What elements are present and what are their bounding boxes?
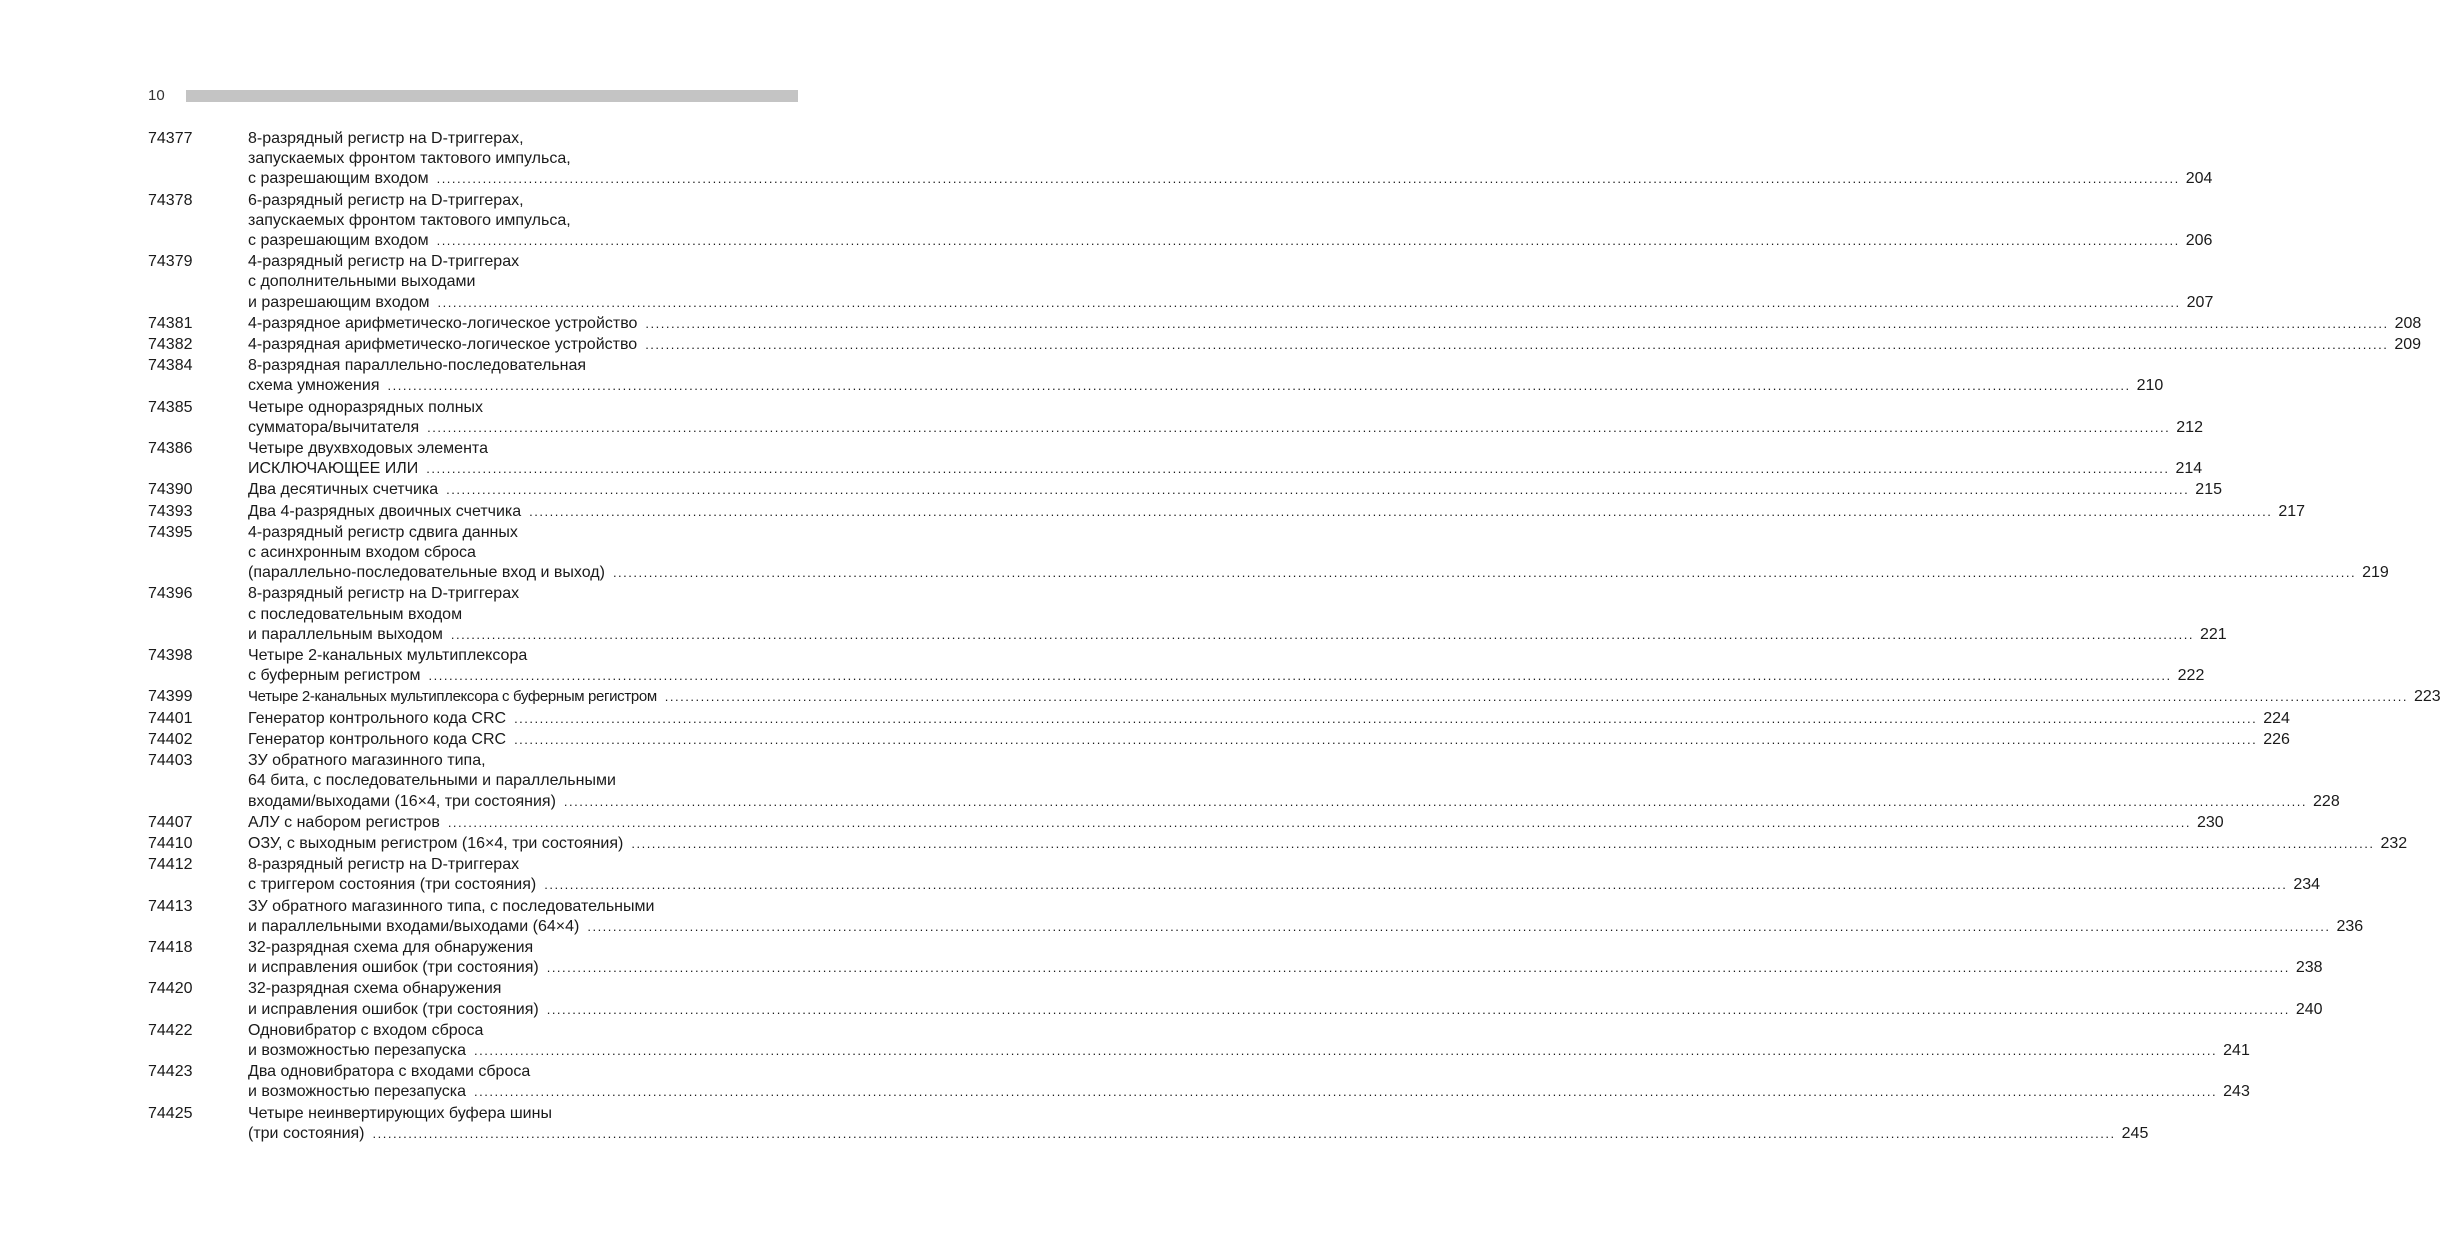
description-line: 4-разрядный регистр сдвига данных [248,523,518,541]
page-reference: 206 [2185,232,2213,250]
description-line: с разрешающим входом [248,170,429,188]
toc-entry [148,709,2290,729]
entry-description [248,834,2407,854]
description-line: 64 бита, с последовательными и параллельными [248,772,616,790]
toc-entry [148,897,2364,937]
description-line: с буферным регистром [248,667,421,685]
dot-leader [631,834,2374,854]
description-line: и параллельными входами/выходами (64×4) [248,917,580,935]
entry-description [248,335,2421,355]
entry-description [248,191,2212,252]
entry-description [248,252,2213,313]
description-line: Четыре двухвходовых элемента [248,440,488,458]
page-reference: 223 [2413,688,2441,706]
description-line: и исправления ошибок (три состояния) [248,1000,539,1018]
description-line: запускаемых фронтом тактового импульса, [248,211,571,229]
toc-entry [148,439,2203,479]
entry-description [248,751,2340,812]
dot-leader [426,459,2169,479]
chip-code: 74378 [148,191,193,209]
page-header [148,86,798,106]
toc-entry [148,938,2323,978]
description-line: 6-разрядный регистр на D-триггерах, [248,191,524,209]
page-reference: 243 [2223,1083,2250,1101]
description-line: ОЗУ, с выходным регистром (16×4, три состояния) [248,834,624,852]
toc-entry [148,813,2224,833]
description-line: 8-разрядный регистр на D-триггерах [248,856,520,874]
page-reference: 217 [2278,502,2306,520]
entry-description [248,502,2305,522]
description-last-line [248,917,2363,937]
toc-entry [148,502,2306,522]
dot-leader [529,502,2272,522]
page-reference: 215 [2195,481,2222,499]
page-reference: 204 [2185,170,2213,188]
description-line: 32-разрядная схема обнаружения [248,980,502,998]
chip-code: 74379 [148,253,193,271]
dot-leader [665,687,2408,707]
toc-entry [148,335,2422,355]
description-line: Два десятичных счетчика [248,481,439,499]
description-last-line [248,376,2163,396]
chip-code: 74386 [148,440,193,458]
description-last-line [248,563,2389,583]
description-line: Два одновибратора с входами сброса [248,1063,531,1081]
dot-leader [474,1082,2217,1102]
page-reference: 241 [2223,1041,2250,1059]
page-reference: 209 [2394,336,2422,354]
page-reference: 221 [2199,625,2227,643]
page-reference: 219 [2362,564,2389,582]
chip-code: 74413 [148,897,193,915]
description-line: (параллельно-последовательные вход и выход) [248,564,605,582]
description-line: 4-разрядная арифметическо-логическое устройство [248,336,638,354]
entry-description [248,687,2441,707]
toc-entry [148,191,2213,252]
description-last-line [248,480,2222,500]
dot-leader [645,335,2388,355]
chip-code: 74385 [148,398,193,416]
toc-entry [148,252,2214,313]
description-last-line [248,335,2421,355]
page-reference: 222 [2177,667,2205,685]
entry-description [248,709,2290,729]
dot-leader [437,169,2180,189]
toc-entry [148,979,2323,1019]
description-last-line [248,792,2340,812]
chip-code: 74382 [148,336,193,354]
description-line: АЛУ с набором регистров [248,813,440,831]
description-last-line [248,1082,2250,1102]
description-line: и возможностью перезапуска [248,1041,466,1059]
dot-leader [446,480,2189,500]
toc-entry [148,730,2290,750]
description-last-line [248,459,2202,479]
description-last-line [248,314,2421,334]
description-line: с последовательным входом [248,605,463,623]
dot-leader [448,813,2191,833]
toc-entry [148,314,2422,334]
entry-description [248,938,2323,978]
description-line: ЗУ обратного магазинного типа, с последовательными [248,897,655,915]
page-reference: 234 [2293,876,2321,894]
table-of-contents [148,129,2441,1145]
description-line: Одновибратор с входом сброса [248,1021,484,1039]
description-line: Генератор контрольного кода CRC [248,709,507,727]
page-reference: 226 [2263,730,2290,748]
dot-leader [645,314,2388,334]
dot-leader [547,958,2290,978]
description-last-line [248,169,2212,189]
description-last-line [248,958,2323,978]
toc-entry [148,1104,2149,1144]
description-last-line [248,834,2407,854]
description-last-line [248,625,2227,645]
description-last-line [248,1000,2323,1020]
toc-entry [148,855,2321,895]
description-line: 8-разрядный регистр на D-триггерах, [248,130,524,147]
chip-code: 74401 [148,709,193,727]
description-line: с триггером состояния (три состояния) [248,876,537,894]
description-last-line [248,687,2441,707]
description-line: 8-разрядный регистр на D-триггерах [248,585,520,603]
description-last-line [248,813,2224,833]
page-reference: 230 [2196,813,2224,831]
chip-code: 74396 [148,585,193,603]
dot-leader [451,625,2194,645]
description-line: 8-разрядная параллельно-последовательная [248,357,587,375]
description-line: и возможностью перезапуска [248,1083,466,1101]
chip-code: 74423 [148,1063,193,1081]
toc-entry [148,751,2340,812]
description-line: и разрешающим входом [248,293,430,311]
dot-leader [514,730,2257,750]
dot-leader [437,231,2180,251]
description-line: с асинхронным входом сброса [248,544,476,562]
chip-code: 74418 [148,938,193,956]
description-line: сумматора/вычитателя [248,418,420,436]
chip-code: 74402 [148,730,193,748]
entry-description [248,1062,2250,1102]
toc-entry [148,398,2203,438]
entry-description [248,646,2204,686]
page-reference: 245 [2121,1124,2149,1142]
toc-entry [148,523,2389,584]
entry-description [248,1104,2148,1144]
chip-code: 74410 [148,834,193,852]
description-last-line [248,666,2204,686]
page-reference: 232 [2380,834,2408,852]
chip-code: 74420 [148,980,193,998]
description-line: и параллельным выходом [248,625,443,643]
chip-code: 74422 [148,1021,193,1039]
toc-entry [148,356,2164,396]
entry-description [248,1021,2250,1061]
description-line: Генератор контрольного кода CRC [248,730,507,748]
dot-leader [547,1000,2290,1020]
description-line: Четыре неинвертирующих буфера шины [248,1104,552,1122]
dot-leader [544,875,2287,895]
description-line: с разрешающим входом [248,232,429,250]
chip-code: 74393 [148,502,193,520]
page-reference: 228 [2313,792,2340,810]
chip-code: 74399 [148,688,193,706]
entry-description [248,480,2222,500]
entry-description [248,897,2363,937]
dot-leader [474,1041,2217,1061]
page-reference: 240 [2295,1000,2323,1018]
description-line: Четыре одноразрядных полных [248,398,484,416]
entry-description [248,314,2421,334]
toc-entry [148,687,2441,707]
page-reference: 212 [2176,418,2203,436]
description-line: и исправления ошибок (три состояния) [248,959,539,977]
toc-entry [148,1021,2250,1061]
toc-entry [148,1062,2250,1102]
entry-description [248,979,2323,1019]
page-reference: 210 [2136,377,2164,395]
entry-description [248,813,2224,833]
dot-leader [587,917,2330,937]
entry-description [248,356,2163,396]
description-last-line [248,231,2212,251]
page-reference: 236 [2336,917,2364,935]
entry-description [248,523,2389,584]
chip-code: 74412 [148,856,193,874]
toc-entry [148,834,2408,854]
entry-description [248,129,2212,190]
chip-code: 74377 [148,130,193,147]
description-line: Четыре 2-канальных мультиплексора [248,647,528,665]
entry-description [248,584,2227,645]
toc-entry [148,646,2205,686]
entry-description [248,855,2320,895]
description-line: с дополнительными выходами [248,273,476,291]
description-line: Четыре 2-канальных мультиплексора с буферным регистром [248,688,657,706]
chip-code: 74384 [148,357,193,375]
dot-leader [613,563,2356,583]
page-reference: 208 [2394,314,2422,332]
description-last-line [248,875,2320,895]
header-rule [186,90,798,102]
entry-description [248,398,2203,438]
dot-leader [387,376,2130,396]
entry-description [248,439,2202,479]
description-line: Два 4-разрядных двоичных счетчика [248,502,522,520]
page-reference: 207 [2186,293,2214,311]
chip-code: 74390 [148,481,193,499]
chip-code: 74425 [148,1104,193,1122]
chip-code: 74381 [148,314,193,332]
chip-code: 74395 [148,523,193,541]
description-line: 32-разрядная схема для обнаружения [248,938,534,956]
description-last-line [248,1041,2250,1061]
description-line: схема умножения [248,377,380,395]
page-reference: 214 [2175,460,2203,478]
toc-entry [148,480,2222,500]
dot-leader [564,792,2307,812]
chip-code: 74407 [148,813,193,831]
toc-entry [148,129,2213,190]
description-last-line [248,730,2290,750]
description-last-line [248,709,2290,729]
dot-leader [438,293,2181,313]
description-line: входами/выходами (16×4, три состояния) [248,792,556,810]
chip-code: 74398 [148,647,193,665]
dot-leader [514,709,2257,729]
description-line: 4-разрядный регистр на D-триггерах [248,253,520,271]
page-reference: 224 [2263,709,2290,727]
description-line: 4-разрядное арифметическо-логическое устройство [248,314,638,332]
description-last-line [248,418,2203,438]
description-line: запускаемых фронтом тактового импульса, [248,150,571,168]
toc-entry [148,584,2227,645]
page-number: 10 [148,87,165,104]
description-line: (три состояния) [248,1124,365,1142]
description-last-line [248,1124,2148,1144]
description-line: ЗУ обратного магазинного типа, [248,752,486,770]
chip-code: 74403 [148,752,193,770]
description-last-line [248,502,2305,522]
dot-leader [373,1124,2116,1144]
description-last-line [248,293,2213,313]
description-line: ИСКЛЮЧАЮЩЕЕ ИЛИ [248,460,419,478]
page-reference: 238 [2295,959,2323,977]
dot-leader [429,666,2172,686]
dot-leader [427,418,2170,438]
entry-description [248,730,2290,750]
